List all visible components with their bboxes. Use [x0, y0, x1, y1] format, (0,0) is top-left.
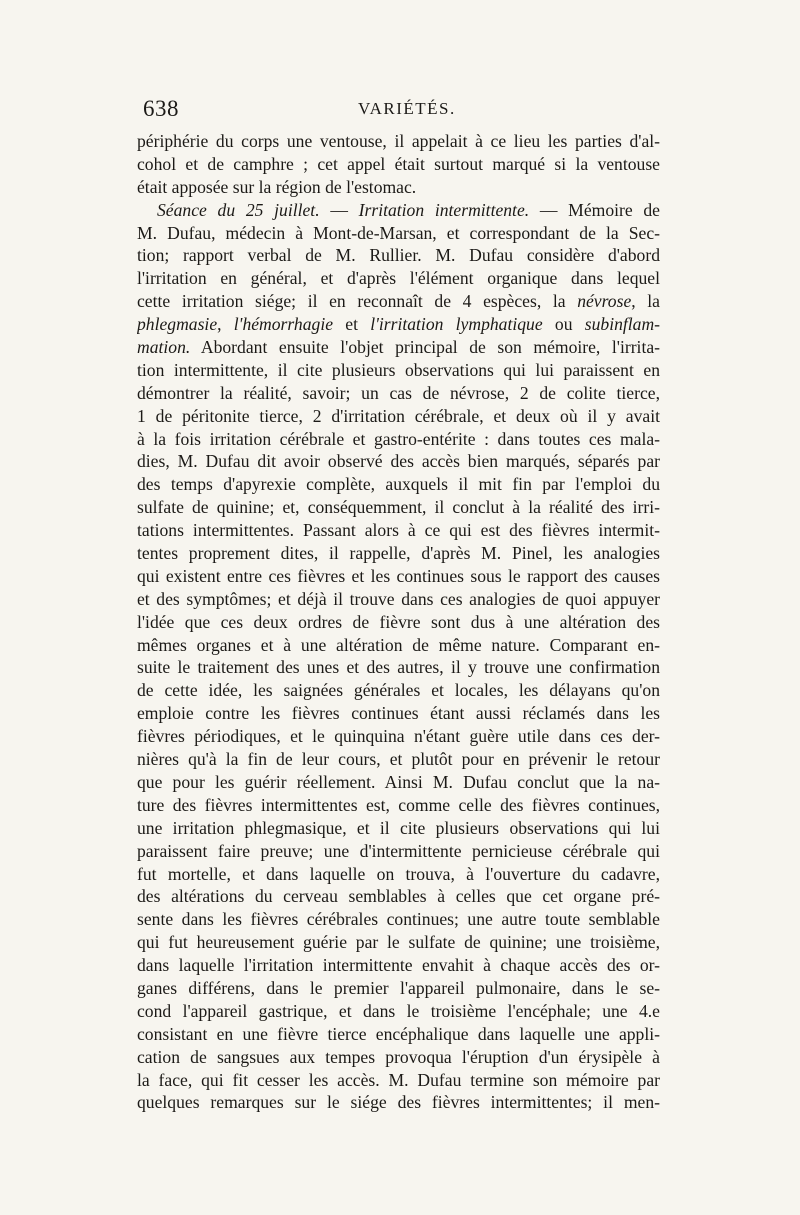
text-segment: 1 de péritonite tierce, 2 d'irritation cérébrale, et deux où il y avait [137, 405, 660, 426]
text-line [137, 634, 660, 657]
text-segment: sente dans les fièvres cérébrales continues; une autre toute semblable [137, 909, 660, 930]
text-segment: emploie contre les fièvres continues étant aussi réclamés dans les [137, 703, 660, 724]
text-line [137, 1023, 660, 1046]
text-segment: suite le traitement des unes et des autres, il y trouve une confirmation [137, 657, 660, 678]
text-segment: des temps d'apyrexie complète, auxquels il mit fin par l'emploi du [137, 474, 660, 495]
text-segment: — [319, 199, 359, 220]
text-line [137, 542, 660, 565]
text-segment: l'idée que ces deux ordres de fièvre sont dus à une altération des [137, 611, 660, 632]
text-line [137, 817, 660, 840]
page-header [143, 96, 665, 124]
page-number: 638 [143, 96, 179, 121]
text-segment: cond l'appareil gastrique, et dans le troisième l'encéphale; une 4.e [137, 1000, 660, 1021]
text-segment: et [333, 314, 371, 335]
text-line [137, 1069, 660, 1092]
text-segment: une irritation phlegmasique, et il cite plusieurs observations qui lui [137, 817, 660, 838]
text-line [137, 702, 660, 725]
text-segment: était apposée sur la région de l'estomac. [137, 176, 417, 197]
text-segment: ture des fièvres intermittentes est, comme celle des fièvres continues, [137, 794, 660, 815]
text-segment: démontrer la réalité, savoir; un cas de névrose, 2 de colite tierce, [137, 382, 660, 403]
text-line [137, 725, 660, 748]
text-segment: cation de sangsues aux tempes provoqua l'éruption d'un érysipèle à [137, 1046, 660, 1067]
text-segment: que pour les guérir réellement. Ainsi M. Dufau conclut que la na- [137, 771, 660, 792]
text-segment: paraissent faire preuve; une d'intermittente pernicieuse cérébrale qui [137, 840, 660, 861]
text-segment: ou [542, 314, 585, 335]
text-line [137, 977, 660, 1000]
italic-text-segment: Irritation intermittente. [358, 199, 530, 220]
text-segment: à la fois irritation cérébrale et gastro-entérite : dans toutes ces mala- [137, 428, 660, 449]
text-line [137, 130, 660, 153]
text-line [137, 199, 660, 222]
text-segment: , la [631, 291, 660, 312]
text-line [137, 382, 660, 405]
text-segment: et des symptômes; et déjà il trouve dans ces analogies de quoi appuyer [137, 588, 660, 609]
text-segment: cette irritation siége; il en reconnaît de 4 espèces, la [137, 291, 578, 312]
text-line [137, 748, 660, 771]
text-segment: M. Dufau, médecin à Mont-de-Marsan, et correspondant de la Sec- [137, 222, 660, 243]
body-text [137, 130, 660, 1114]
italic-text-segment: phlegmasie [137, 314, 218, 335]
text-line [137, 931, 660, 954]
italic-text-segment: l'hémorrhagie [233, 314, 334, 335]
text-segment: fut mortelle, et dans laquelle on trouva, à l'ouverture du cadavre, [137, 863, 660, 884]
text-line [137, 290, 660, 313]
text-segment: l'irritation en général, et d'après l'élément organique dans lequel [137, 268, 660, 289]
text-line [137, 1046, 660, 1069]
text-segment: périphérie du corps une ventouse, il appelait à ce lieu les parties d'al- [137, 131, 660, 151]
text-segment: ganes différens, dans le premier l'appareil pulmonaire, dans le se- [137, 977, 660, 998]
text-segment: tion; rapport verbal de M. Rullier. M. Dufau considère d'abord [137, 245, 660, 266]
text-line [137, 885, 660, 908]
italic-text-segment: Séance du 25 juillet. [157, 199, 320, 220]
text-line [137, 611, 660, 634]
text-segment: dans laquelle l'irritation intermittente envahit à chaque accès des or- [137, 955, 660, 976]
text-segment: tion intermittente, il cite plusieurs observations qui lui paraissent en [137, 359, 660, 380]
italic-text-segment: subinflam- [584, 314, 660, 335]
text-line [137, 336, 660, 359]
text-segment: quelques remarques sur le siége des fièvres intermittentes; il men- [137, 1092, 660, 1113]
text-segment: — Mémoire de [529, 199, 660, 220]
text-segment: qui fut heureusement guérie par le sulfate de quinine; une troisième, [137, 932, 660, 953]
text-line [137, 267, 660, 290]
text-line [137, 359, 660, 382]
text-segment: nières qu'à la fin de leur cours, et plutôt pour en prévenir le retour [137, 749, 660, 770]
text-line [137, 473, 660, 496]
text-segment: dies, M. Dufau dit avoir observé des accès bien marqués, séparés par [137, 451, 660, 472]
text-segment: de cette idée, les saignées générales et locales, les délayans qu'on [137, 680, 660, 701]
text-segment: cohol et de camphre ; cet appel était surtout marqué si la ventouse [137, 153, 660, 174]
text-line [137, 244, 660, 267]
text-line [137, 771, 660, 794]
text-line [137, 222, 660, 245]
text-line [137, 1000, 660, 1023]
text-segment: tentes proprement dites, il rappelle, d'après M. Pinel, les analogies [137, 543, 660, 564]
italic-text-segment: névrose [577, 291, 632, 312]
text-line [137, 405, 660, 428]
text-line [137, 450, 660, 473]
text-segment: fièvres périodiques, et le quinquina n'étant guère utile dans ces der- [137, 726, 660, 747]
text-line [137, 863, 660, 886]
text-line [137, 428, 660, 451]
text-segment: des altérations du cerveau semblables à celles que cet organe pré- [137, 886, 660, 907]
text-line [137, 176, 660, 199]
italic-text-segment: mation. [137, 337, 191, 358]
text-segment: mêmes organes et à une altération de même nature. Comparant en- [137, 634, 660, 655]
text-line [137, 519, 660, 542]
text-line [137, 840, 660, 863]
text-line [137, 679, 660, 702]
text-segment: , [217, 314, 234, 335]
text-line [137, 908, 660, 931]
text-segment: sulfate de quinine; et, conséquemment, il conclut à la réalité des irri- [137, 497, 660, 518]
text-line [137, 1091, 660, 1114]
text-line [137, 313, 660, 336]
text-line [137, 794, 660, 817]
text-line [137, 496, 660, 519]
italic-text-segment: l'irritation lymphatique [370, 314, 543, 335]
text-line [137, 565, 660, 588]
text-line [137, 588, 660, 611]
text-segment: qui existent entre ces fièvres et les continues sous le rapport des causes [137, 565, 660, 586]
text-segment: Abordant ensuite l'objet principal de son mémoire, l'irrita- [190, 337, 660, 358]
text-line [137, 656, 660, 679]
running-head: VARIÉTÉS. [358, 99, 456, 118]
text-segment: tations intermittentes. Passant alors à ce qui est des fièvres intermit- [137, 520, 660, 541]
text-line [137, 153, 660, 176]
text-line [137, 954, 660, 977]
text-segment: consistant en une fièvre tierce encéphalique dans laquelle une appli- [137, 1023, 660, 1044]
text-segment: la face, qui fit cesser les accès. M. Dufau termine son mémoire par [137, 1069, 660, 1090]
